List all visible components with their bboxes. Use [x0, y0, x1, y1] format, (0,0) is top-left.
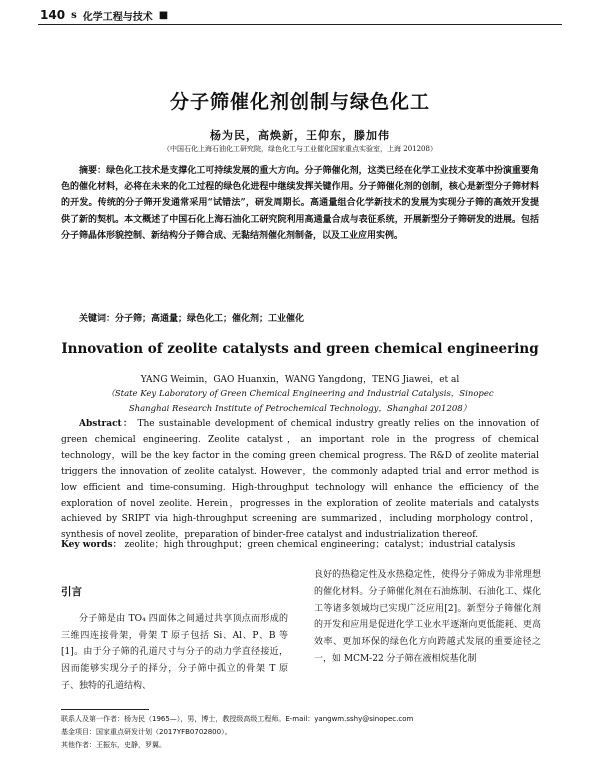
- title-en: Innovation of zeolite catalysts and green chemical engineering: [61, 341, 539, 357]
- abstract-cn: [61, 163, 539, 244]
- footnote-funding: 基金项目：国家重点研发计划（2017YFB0702800）。: [61, 727, 232, 736]
- footnote-contact: 联系人及第一作者：杨为民（1965—），男，博士，教授级高级工程师。E-mail：yangwm.sshy@sinopec.com: [61, 715, 414, 723]
- authors-cn: 杨为民，高焕新，王仰东，滕加伟: [210, 129, 390, 142]
- footnotes: [61, 713, 539, 751]
- keywords-cn-label: 关键词：: [79, 314, 116, 324]
- authors-en: YANG Weimin，GAO Huanxin，WANG Yangdong，TENG Jiawei，et al: [140, 375, 460, 385]
- intro-left-column: [61, 567, 288, 695]
- affiliation-cn: （中国石化上海石油化工研究院，绿色化工与工业催化国家重点实验室，上海 201208）: [163, 145, 437, 153]
- affiliation-en-line2: Shanghai Research Institute of Petrochemical Technology，Shanghai 201208）: [128, 404, 472, 414]
- header-rule: [38, 24, 562, 25]
- intro-right-column: [314, 567, 541, 668]
- running-header: [40, 6, 560, 24]
- keywords-en-text: zeolite；high throughput；green chemical engineering；catalyst；industrial catalysis: [124, 540, 516, 550]
- keywords-en: [61, 537, 539, 550]
- abstract-cn-text: 绿色化工技术是支撑化工可持续发展的重大方向。分子筛催化剂，这类已经在化学工业技术变革中扮演重要角色的催化材料，必将在未来的化工过程的绿色化进程中继续发挥关键作用。分子筛催化剂的创制，核心是新型分子筛材料的开发。传统的分子筛开发通常采用“试错法”，研发周期长。高通量组合化学新技术的发展为实现分子筛的高效开发提供了新的契机。本文概述了中国石化上海石油化工研究院利用高通量合成与表征系统，开展新型分子筛研发的进展。包括分子筛晶体形貌控制、新结构分子筛合成、无黏结剂催化剂制备，以及工业应用实例。: [61, 166, 539, 241]
- section-heading-intro: 引言: [61, 586, 82, 598]
- abstract-en: [61, 417, 539, 544]
- header-separator: s: [71, 9, 77, 21]
- keywords-en-label: Key words：: [61, 540, 122, 550]
- affiliation-en-line1: （State Key Laboratory of Green Chemical Engineering and Industrial Catalysis，Sinopec: [106, 389, 494, 399]
- abstract-en-label: Abstract：: [79, 419, 134, 429]
- footnote-rule: [61, 709, 149, 710]
- intro-paragraph-left: 分子筛是由 TO₄ 四面体之间通过共享顶点而形成的三维四连接骨架，骨架 T 原子包括 Si、Al、P、B 等[1]。由于分子筛的孔道尺寸与分子的动力学直径接近，因而能够实现分子的择分，分子筛中孤立的骨架 T 原子、独特的孔道结构、: [61, 613, 288, 691]
- affiliation-en: [0, 387, 600, 417]
- intro-paragraph-right: 良好的热稳定性及水热稳定性，使得分子筛成为非常理想的催化材料。分子筛催化剂在石油炼制、石油化工、煤化工等诸多领域均已实现广泛应用[2]。新型分子筛催化剂的开发和应用是促进化学工业水平逐渐向更低能耗、更高效率、更加环保的绿色化方向跨越式发展的重要途径之一，如 MCM-22 分子筛在液相烷基化制: [314, 570, 541, 664]
- keywords-cn: [61, 311, 539, 324]
- title-cn: 分子筛催化剂创制与绿色化工: [169, 91, 430, 113]
- footnote-other-authors: 其他作者：王振东，史静，罗翼。: [61, 740, 166, 749]
- header-square-icon: ■: [158, 9, 169, 21]
- abstract-cn-label: 摘要：: [79, 166, 107, 176]
- journal-name: 化学工程与技术: [82, 11, 153, 23]
- page-number: 140: [40, 8, 66, 22]
- keywords-cn-text: 分子筛；高通量；绿色化工；催化剂；工业催化: [115, 314, 305, 324]
- abstract-en-text: The sustainable development of chemical industry greatly relies on the innovation of green chemical engineering. Zeolite catalyst，an important role in the progress of chemical technology，will be the key factor in the coming green chemical progress. The R&D of zeolite material triggers the innovation of zeolite catalyst. However，the commonly adapted trial and error method is low efficient and time-consuming. High-throughput technology will enhance the efficiency of the exploration of novel zeolite. Herein，progresses in the exploration of zeolite materials and catalysts achieved by SRIPT via high-throughput screening are summarized，including morphology control，synthesis of novel zeolite，preparation of binder-free catalyst and industrialization thereof.: [61, 419, 539, 541]
